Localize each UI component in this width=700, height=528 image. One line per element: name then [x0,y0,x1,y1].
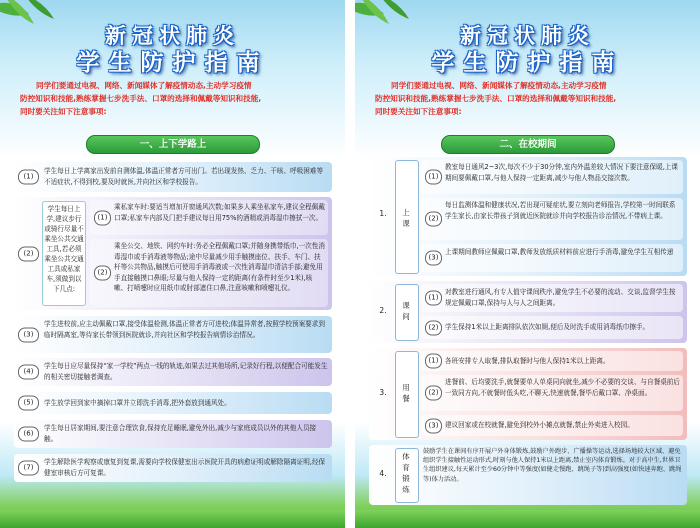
sub-item [421,244,683,272]
item-number: (6) [18,427,39,442]
sub-item-text: 各班安排专人取餐,排队取餐时与他人保持1米以上距离。 [445,357,610,365]
sub-item-number: (2) [425,212,442,227]
sub-item [421,351,683,371]
poster-right [355,0,700,528]
sub-item-text: 建议回家或在校就餐,避免到校外小摊点就餐,禁止外卖进入校园。 [445,421,634,429]
poster-left [0,0,345,528]
sub-item [421,284,683,312]
category-number: 3. [379,388,387,397]
category-text: 鼓励学生在课间有序开展户外身体锻炼,鼓励户外跑步、广播操等运动,选择场地较大区域、避免组织学生接触性运动形式,时刻与他人保持1米以上距离,禁止室内体育锻炼。对于高中生,世界卫生组织建议,每天累计至少60分钟中等强度(如健走慢跑、跳绳子等)到高强度(如快速奔跑、跳绳等)体力活动。 [423,448,682,483]
sub-item-text: 上课期间教师应佩戴口罩,教师发放纸质材料前应进行手消毒,避免学生互相传递 [445,248,674,256]
category-block [369,157,687,276]
sub-item [90,200,328,235]
list-item [14,454,332,482]
grass-decoration [0,510,345,528]
item-text: 学生解除医学观察或康复到复课,需要向学校保健室出示医院开具的病愈证明或解除隔离证明,经保健室审核后方可复课。 [44,458,326,477]
list-item [14,392,332,414]
item-number: (1) [18,170,39,185]
sub-item-number: (3) [425,251,442,266]
sub-item [421,198,683,240]
section-banner: 一、上下学路上 [86,135,260,154]
item-text: 学生每日居家期间,要注意合理饮食,保持充足睡眠,避免外出,减少与家庭成员以外的其他人员接触。 [44,424,317,443]
sub-item-number: (1) [425,170,442,185]
item-text: 学生每日上学离家出发前自测体温,体温正常者方可出门。若出现发热、乏力、干咳、呼吸困难等不适症状,不得到校,要及时就医,并向社区和学校报告。 [44,167,324,186]
item-number: (4) [18,365,39,380]
sub-item-number: (2) [94,266,111,281]
category-label: 课间 [402,301,410,321]
category-block [369,348,687,440]
category-number: 2. [379,306,387,315]
item-number: (2) [18,246,39,261]
sub-item-text: 对教室进行通风,有专人值守课间秩序,避免学生不必要的流动、交谈,监督学生按规定佩戴口罩,保持与人与人之间距离。 [445,288,676,307]
sub-item-number: (2) [425,386,442,401]
category-number: 4. [379,469,387,478]
sub-item [421,375,683,411]
sub-item-number: (1) [425,291,442,306]
sub-item-text: 进餐前、后均要洗手,就餐要单人单桌同向就坐,减少不必要的交谈、与自餐桌前后一致同方向,不就餐时低头吃,不聊天,快速就餐,餐毕后戴口罩、净桌面。 [445,378,680,397]
intro-line-1: 同学们要通过电视、网络、新闻媒体了解疫情动态,主动学习疫情 [36,81,252,90]
sub-item-text: 乘私家车时:要适当增加开窗通风次数;如果多人乘坐私家车,建议全程佩戴口罩;私家车内部及门把手建议每日用75%的酒精或消毒湿巾擦拭一次。 [114,203,325,222]
item-number: (3) [18,327,39,342]
item-text: 学生进校前,应主动佩戴口罩,接受体温检测,体温正常者方可进校;体温异常者,按照学校预案要求到临时隔离室,等待家长带领到医院就诊,并向社区和学校报告病情诊治情况。 [44,320,325,339]
grass-decoration [355,510,700,528]
sub-item [421,415,683,436]
sub-item-number: (3) [425,418,442,433]
sub-item-number: (1) [94,210,111,225]
sub-item-text: 教室每日通风2~3次,每次不少于30分钟,室内外温差较大情况下要注意保暖,上课期间要佩戴口罩,与他人保持一定距离,减少与他人物品交接次数。 [445,163,678,182]
list-item [14,162,332,192]
list-item [14,316,332,353]
category-number: 1. [379,209,387,218]
item-text: 学生每日应尽量保持“家一学校”两点一线的轨迹,如果去过其他场所,记录好行程,以便配合可能发生的相关密切接触者调查。 [44,362,328,381]
intro-line-1: 同学们要通过电视、网络、新闻媒体了解疫情动态,主动学习疫情 [391,81,607,90]
intro-text [375,79,682,118]
category-label: 上课 [402,208,410,228]
section-banner: 二、在校期间 [441,135,615,154]
category-block [369,445,687,505]
title-line-2: 学生防护指南 [431,49,624,76]
title-line-1: 新冠状肺炎 [105,23,240,48]
title-line-2: 学生防护指南 [76,49,269,76]
category-block [369,281,687,343]
list-item [14,197,332,310]
sub-item [421,316,683,339]
item-text: 学生放学回到家中摘掉口罩并立即洗手消毒,把外套放到通风处。 [44,399,231,407]
list-item [14,420,332,448]
sub-item [421,160,683,194]
intro-line-3: 同时要关注如下注意事项: [375,107,462,116]
sub-item-text: 乘坐公交、地铁、网约车时:务必全程佩戴口罩;并随身携带纸巾,一次性消毒湿巾或手消毒液等物品;途中尽量减少用手触摸座位、扶手、车门、扶杆等公共物品,触摸后可使用手消毒液或一次性消毒湿巾清洁手部;避免用手直接触摸口鼻眼;尽量与他人保持一定的距离(有条件时至少1米),咳嗽、打喷嚏时应用纸巾或肘部遮住口鼻,注意咳嗽和喷嚏礼仪。 [114,242,325,292]
sub-item-text: 学生保持1米以上距离排队依次如厕,便后及时洗手或用消毒纸巾擦手。 [445,323,650,331]
intro-line-2: 防控知识和技能,熟练掌握七步洗手法、口罩的选择和佩戴等知识和技能, [20,94,262,103]
title-line-1: 新冠状肺炎 [460,23,595,48]
intro-line-3: 同时要关注如下注意事项: [20,107,107,116]
sub-item-number: (2) [425,320,442,335]
item-number: (7) [18,461,39,476]
sub-item-number: (1) [425,354,442,369]
sub-item-text: 每日监测体温和健康状况,若出现可疑症状,要立刻向老师报告,学校第一时间联系学生家长,由家长带孩子到就近医院就诊并向学校报告诊治情况,不带病上课。 [445,201,676,220]
intro-line-2: 防控知识和技能,熟练掌握七步洗手法、口罩的选择和佩戴等知识和技能, [375,94,617,103]
category-label: 用餐 [402,383,410,403]
category-label: 体育锻炼 [402,452,410,494]
item-side-label: 学生每日上学,建议步行或骑行尽量不乘坐公共交通工具,若必须乘坐公共交通工具或私家车,须做到以下几点: [42,201,86,306]
list-item [14,358,332,386]
sub-item [90,239,328,307]
item-number: (5) [18,396,39,411]
intro-text [20,79,327,118]
